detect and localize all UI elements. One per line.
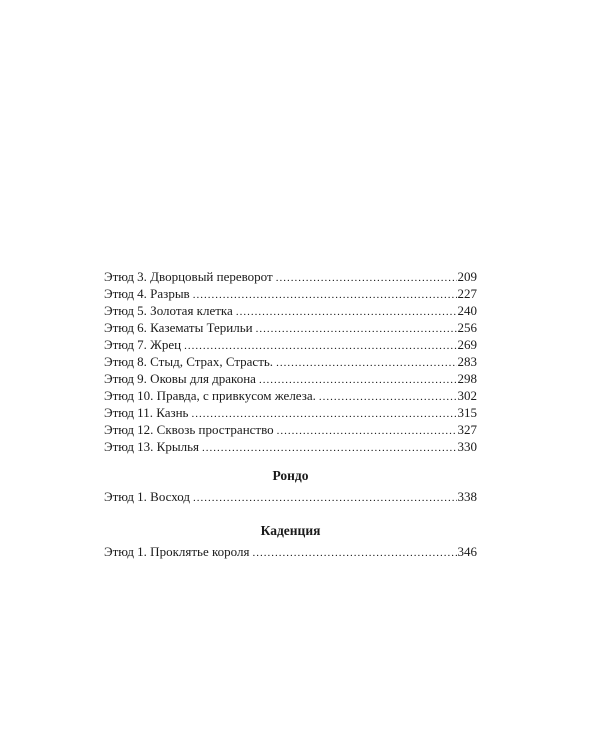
- toc-entry-title: Этюд 1. Проклятье короля: [104, 544, 250, 559]
- toc-entry-page: 302: [457, 388, 477, 403]
- toc-entry: [104, 543, 477, 560]
- toc-entry-title: Этюд 8. Стыд, Страх, Страсть.: [104, 354, 274, 369]
- toc-entry-page: 298: [457, 371, 477, 386]
- toc-entry-page: 338: [457, 489, 477, 504]
- toc-entry-title: Этюд 7. Жрец: [104, 337, 182, 352]
- toc-entry-title: Этюд 1. Восход: [104, 489, 191, 504]
- toc-entry-page: 315: [457, 405, 477, 420]
- toc-leader-dots: [276, 270, 457, 287]
- toc-entry-title: Этюд 9. Оковы для дракона: [104, 371, 256, 386]
- toc-leader-dots: [236, 304, 457, 321]
- section-heading-rondo: Рондо: [272, 468, 309, 483]
- toc-entry: [104, 387, 477, 404]
- toc-entry-title: Этюд 3. Дворцовый переворот: [104, 269, 273, 284]
- toc-entry-page: 256: [457, 320, 477, 335]
- toc-cadenza-list: [104, 543, 477, 560]
- toc-leader-dots: [252, 545, 456, 562]
- table-of-contents: [104, 268, 477, 560]
- toc-entry: [104, 404, 477, 421]
- toc-entry-title: Этюд 10. Правда, с привкусом железа.: [104, 388, 316, 403]
- toc-leader-dots: [276, 355, 456, 372]
- toc-leader-dots: [256, 321, 457, 338]
- toc-entry-page: 269: [457, 337, 477, 352]
- toc-entry-page: 283: [457, 354, 477, 369]
- toc-leader-dots: [319, 389, 457, 406]
- toc-entry: [104, 353, 477, 370]
- toc-entry: [104, 336, 477, 353]
- toc-entry: [104, 488, 477, 505]
- toc-leader-dots: [277, 423, 457, 440]
- toc-entry-title: Этюд 12. Сквозь пространство: [104, 422, 274, 437]
- toc-main-list: [104, 268, 477, 455]
- toc-entry: [104, 319, 477, 336]
- toc-entry: [104, 302, 477, 319]
- toc-entry-page: 209: [457, 269, 477, 284]
- toc-entry: [104, 285, 477, 302]
- toc-entry: [104, 421, 477, 438]
- toc-entry-page: 227: [457, 286, 477, 301]
- toc-entry-page: 346: [457, 544, 477, 559]
- toc-entry-page: 240: [457, 303, 477, 318]
- toc-rondo-list: [104, 488, 477, 505]
- section-heading-cadenza: Каденция: [260, 523, 321, 538]
- toc-entry-title: Этюд 5. Золотая клетка: [104, 303, 233, 318]
- toc-leader-dots: [193, 490, 456, 507]
- toc-leader-dots: [202, 440, 457, 457]
- toc-entry: [104, 438, 477, 455]
- toc-entry-title: Этюд 11. Казнь: [104, 405, 189, 420]
- toc-entry-page: 327: [457, 422, 477, 437]
- toc-entry: [104, 370, 477, 387]
- toc-entry-page: 330: [457, 439, 477, 454]
- toc-entry-title: Этюд 4. Разрыв: [104, 286, 190, 301]
- toc-entry-title: Этюд 6. Казематы Терильи: [104, 320, 253, 335]
- toc-entry: [104, 268, 477, 285]
- toc-entry-title: Этюд 13. Крылья: [104, 439, 199, 454]
